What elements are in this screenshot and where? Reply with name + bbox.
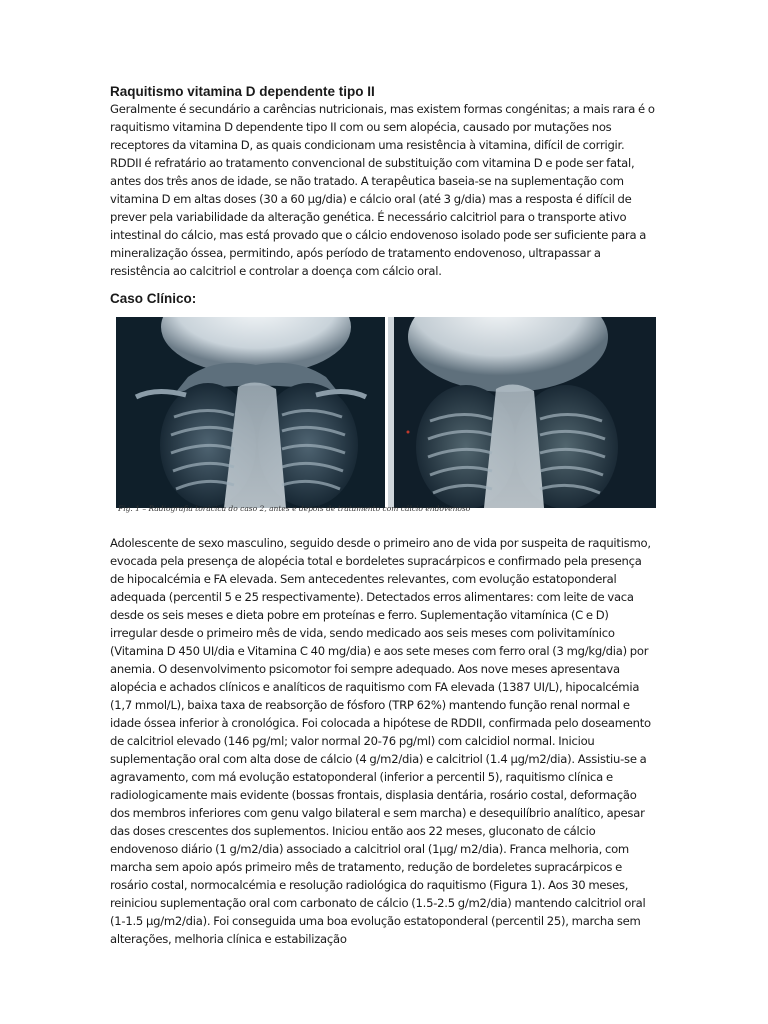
xray-before-image bbox=[116, 317, 385, 508]
case-paragraph: Adolescente de sexo masculino, seguido desde o primeiro ano de vida por suspeita de raquitismo, evocada pela presença de alopécia total e bordeletes supracárpicos e confirmado pela presença de hipocalcémia e FA elevada. Sem antecedentes relevantes, com evolução estatoponderal adequada (percentil 5 e 25 respectivamente). Detectados erros alimentares: com leite de vaca desde os seis meses e dieta pobre em proteínas e ferro. Suplementação vitamínica (C e D) irregular desde o primeiro mês de vida, sendo medicado aos seis meses com polivitamínico (Vitamina D 450 UI/dia e Vitamina C 40 mg/dia) e aos sete meses com ferro oral (3 mg/kg/dia) por anemia. O desenvolvimento psicomotor foi sempre adequado. Aos nove meses apresentava alopécia e achados clínicos e analíticos de raquitismo com FA elevada (1387 UI/L), hipocalcémia (1,7 mmol/L), baixa taxa de reabsorção de fósforo (TRP 62%) mantendo função renal normal e idade óssea inferior à cronológica. Foi colocada a hipótese de RDDII, confirmada pelo doseamento de calcitriol elevado (146 pg/ml; valor normal 20-76 pg/ml) com calcidiol normal. Iniciou suplementação oral com alta dose de cálcio (4 g/m2/dia) e calcitriol (1.4 µg/m2/dia). Assistiu-se a agravamento, com má evolução estatoponderal (inferior a percentil 5), raquitismo clínica e radiologicamente mais evidente (bossas frontais, displasia dentária, rosário costal, deformação dos membros inferiores com genu valgo bilateral e sem marcha) e desequilíbrio analítico, apesar das doses crescentes dos suplementos. Iniciou então aos 22 meses, gluconato de cálcio endovenoso diário (1 g/m2/dia) associado a calcitriol oral (1µg/ m2/dia). Franca melhoria, com marcha sem apoio após primeiro mês de tratamento, redução de bordeletes supracárpicos e rosário costal, normocalcémia e resolução radiológica do raquitismo (Figura 1). Aos 30 meses, reiniciou suplementação oral com carbonato de cálcio (1.5-2.5 g/m2/dia) mantendo calcitriol oral (1-1.5 µg/m2/dia). Foi conseguida uma boa evolução estatoponderal (percentil 25), marcha sem alterações, melhoria clínica e estabilização bbox=[110, 536, 651, 946]
case-title: Caso Clínico: bbox=[110, 291, 197, 306]
document-page bbox=[110, 84, 658, 948]
figure-caption: Fig. 1 – Radiografia torácica do caso 2, antes e depois de tratamento com cálcio endovenoso bbox=[118, 504, 471, 513]
xray-after-image bbox=[388, 317, 656, 508]
section-title: Raquitismo vitamina D dependente tipo II bbox=[110, 84, 375, 99]
xray-figure bbox=[116, 317, 656, 513]
intro-paragraph: Geralmente é secundário a carências nutricionais, mas existem formas congénitas; a mais rara é o raquitismo vitamina D dependente tipo II com ou sem alopécia, causado por mutações nos receptores da vitamina D, as quais condicionam uma resistência à vitamina, difícil de corrigir. RDDII é refratário ao tratamento convencional de substituição com vitamina D e pode ser fatal, antes dos três anos de idade, se não tratado. A terapêutica baseia-se na suplementação com vitamina D em altas doses (30 a 60 µg/dia) e cálcio oral (até 3 g/dia) mas a resposta é difícil de prever pela variabilidade da alteração genética. É necessário calcitriol para o transporte ativo intestinal do cálcio, mas está provado que o cálcio endovenoso isolado pode ser suficiente para a mineralização óssea, permitindo, após período de tratamento endovenoso, ultrapassar a resistência ao calcitriol e controlar a doença com cálcio oral. bbox=[110, 102, 655, 278]
